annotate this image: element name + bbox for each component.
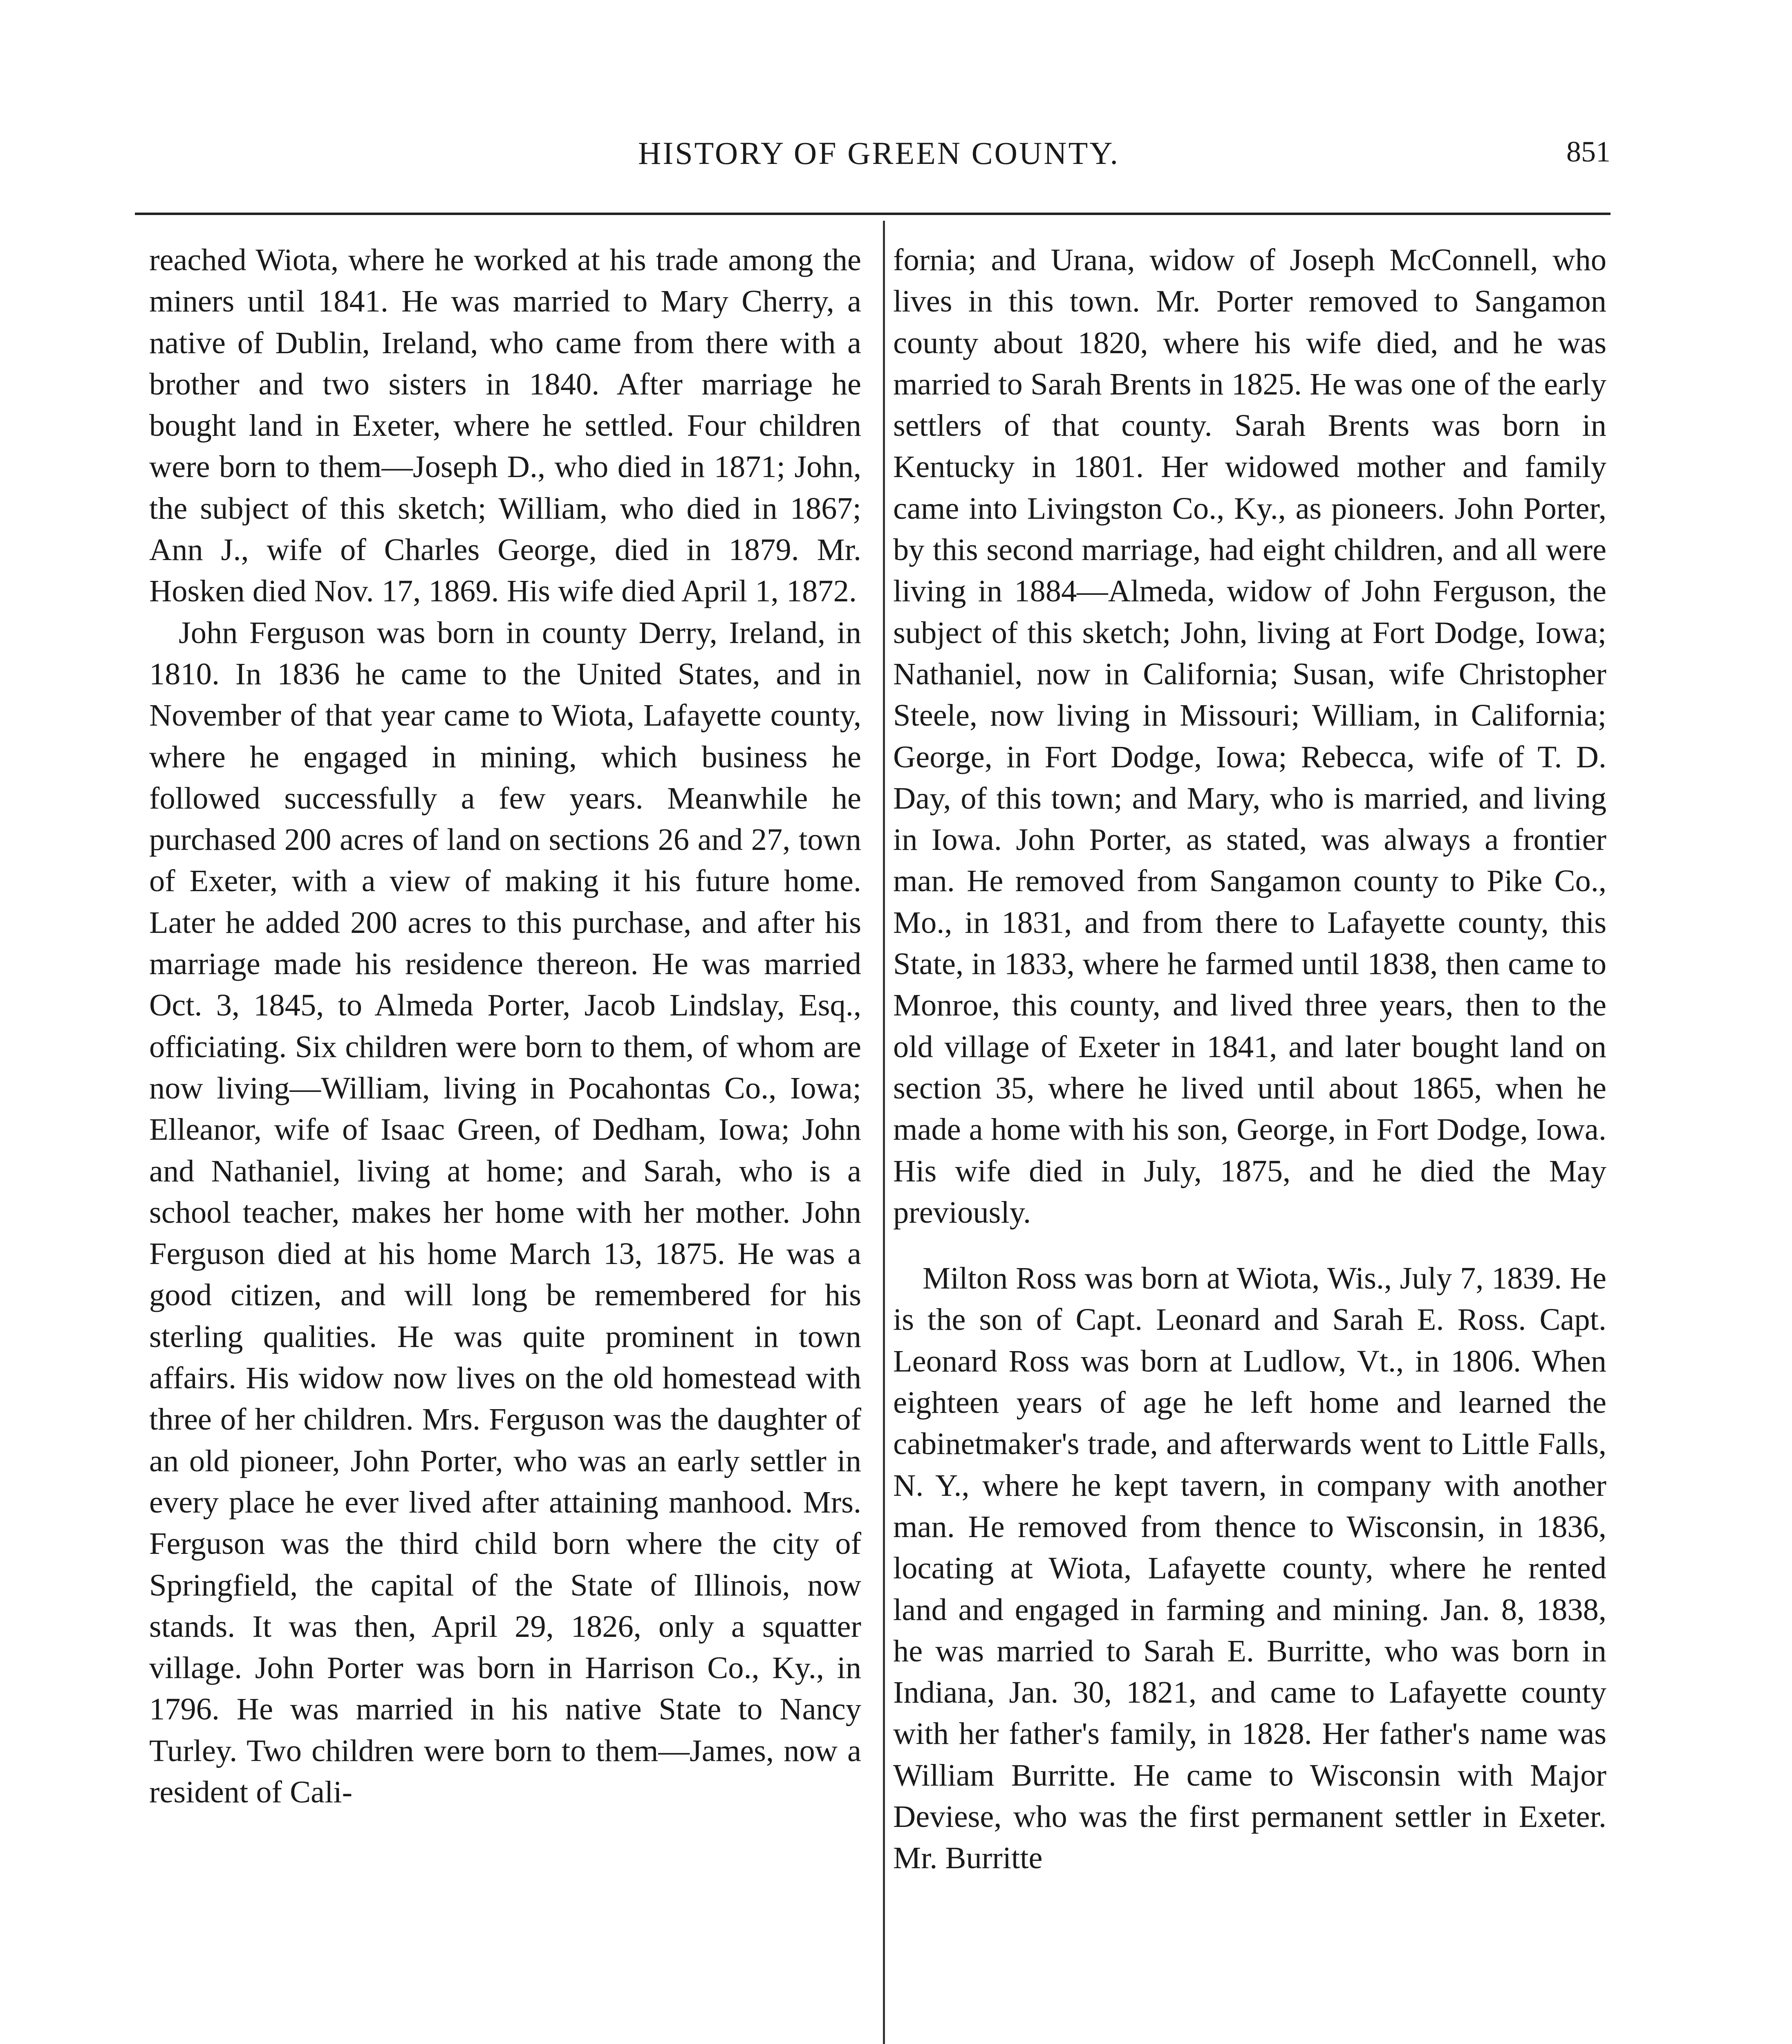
- header-rule: [135, 213, 1611, 215]
- right-column: [893, 239, 1606, 1879]
- running-title: HISTORY OF GREEN COUNTY.: [638, 135, 1120, 171]
- paragraph-milton-ross: Milton Ross was born at Wiota, Wis., July 7, 1839. He is the son of Capt. Leonard and Sarah E. Ross. Capt. Leonard Ross was born at Ludlow, Vt., in 1806. When eighteen years of age he left home and learned the cabinetmaker's trade, and afterwards went to Little Falls, N. Y., where he kept tavern, in company with another man. He removed from thence to Wisconsin, in 1836, locating at Wiota, Lafayette county, where he rented land and engaged in farming and mining. Jan. 8, 1838, he was married to Sarah E. Burritte, who was born in Indiana, Jan. 30, 1821, and came to Lafayette county with her father's family, in 1828. Her father's name was William Burritte. He came to Wisconsin with Major Deviese, who was the first permanent settler in Exeter. Mr. Burritte: [893, 1261, 1606, 1876]
- left-column: [149, 239, 861, 1813]
- paragraph-porter-continued: fornia; and Urana, widow of Joseph McConnell, who lives in this town. Mr. Porter removed to Sangamon county about 1820, where his wife died, and he was married to Sarah Brents in 1825. He was one of the early settlers of that county. Sarah Brents was born in Kentucky in 1801. Her widowed mother and family came into Livingston Co., Ky., as pioneers. John Porter, by this second marriage, had eight children, and all were living in 1884—Almeda, widow of John Ferguson, the subject of this sketch; John, living at Fort Dodge, Iowa; Nathaniel, now in California; Susan, wife Christopher Steele, now living in Missouri; William, in California; George, in Fort Dodge, Iowa; Rebecca, wife of T. D. Day, of this town; and Mary, who is married, and living in Iowa. John Porter, as stated, was always a frontier man. He removed from Sangamon county to Pike Co., Mo., in 1831, and from there to Lafayette county, this State, in 1833, where he farmed until 1838, then came to Monroe, this county, and lived three years, then to the old village of Exeter in 1841, and later bought land on section 35, where he lived until about 1865, when he made a home with his son, George, in Fort Dodge, Iowa. His wife died in July, 1875, and he died the May previously.: [893, 242, 1606, 1230]
- paragraph-john-ferguson: John Ferguson was born in county Derry, Ireland, in 1810. In 1836 he came to the United States, and in November of that year came to Wiota, Lafayette county, where he engaged in mining, which business he followed successfully a few years. Meanwhile he purchased 200 acres of land on sections 26 and 27, town of Exeter, with a view of making it his future home. Later he added 200 acres to this purchase, and after his marriage made his residence thereon. He was married Oct. 3, 1845, to Almeda Porter, Jacob Lindslay, Esq., officiating. Six children were born to them, of whom are now living—William, living in Pocahontas Co., Iowa; Elleanor, wife of Isaac Green, of Dedham, Iowa; John and Nathaniel, living at home; and Sarah, who is a school teacher, makes her home with her mother. John Ferguson died at his home March 13, 1875. He was a good citizen, and will long be remembered for his sterling qualities. He was quite prominent in town affairs. His widow now lives on the old homestead with three of her children. Mrs. Ferguson was the daughter of an old pioneer, John Porter, who was an early settler in every place he ever lived after attaining manhood. Mrs. Ferguson was the third child born where the city of Springfield, the capital of the State of Illinois, now stands. It was then, April 29, 1826, only a squatter village. John Porter was born in Harrison Co., Ky., in 1796. He was married in his native State to Nancy Turley. Two children were born to them—James, now a resident of Cali-: [149, 615, 861, 1809]
- page-number: 851: [1566, 135, 1611, 168]
- paragraph-hosken-continued: reached Wiota, where he worked at his trade among the miners until 1841. He was married to Mary Cherry, a native of Dublin, Ireland, who came from there with a brother and two sisters in 1840. After marriage he bought land in Exeter, where he settled. Four children were born to them—Joseph D., who died in 1871; John, the subject of this sketch; William, who died in 1867; Ann J., wife of Charles George, died in 1879. Mr. Hosken died Nov. 17, 1869. His wife died April 1, 1872.: [149, 242, 861, 609]
- column-divider: [883, 221, 885, 2044]
- page-header: [147, 135, 1611, 184]
